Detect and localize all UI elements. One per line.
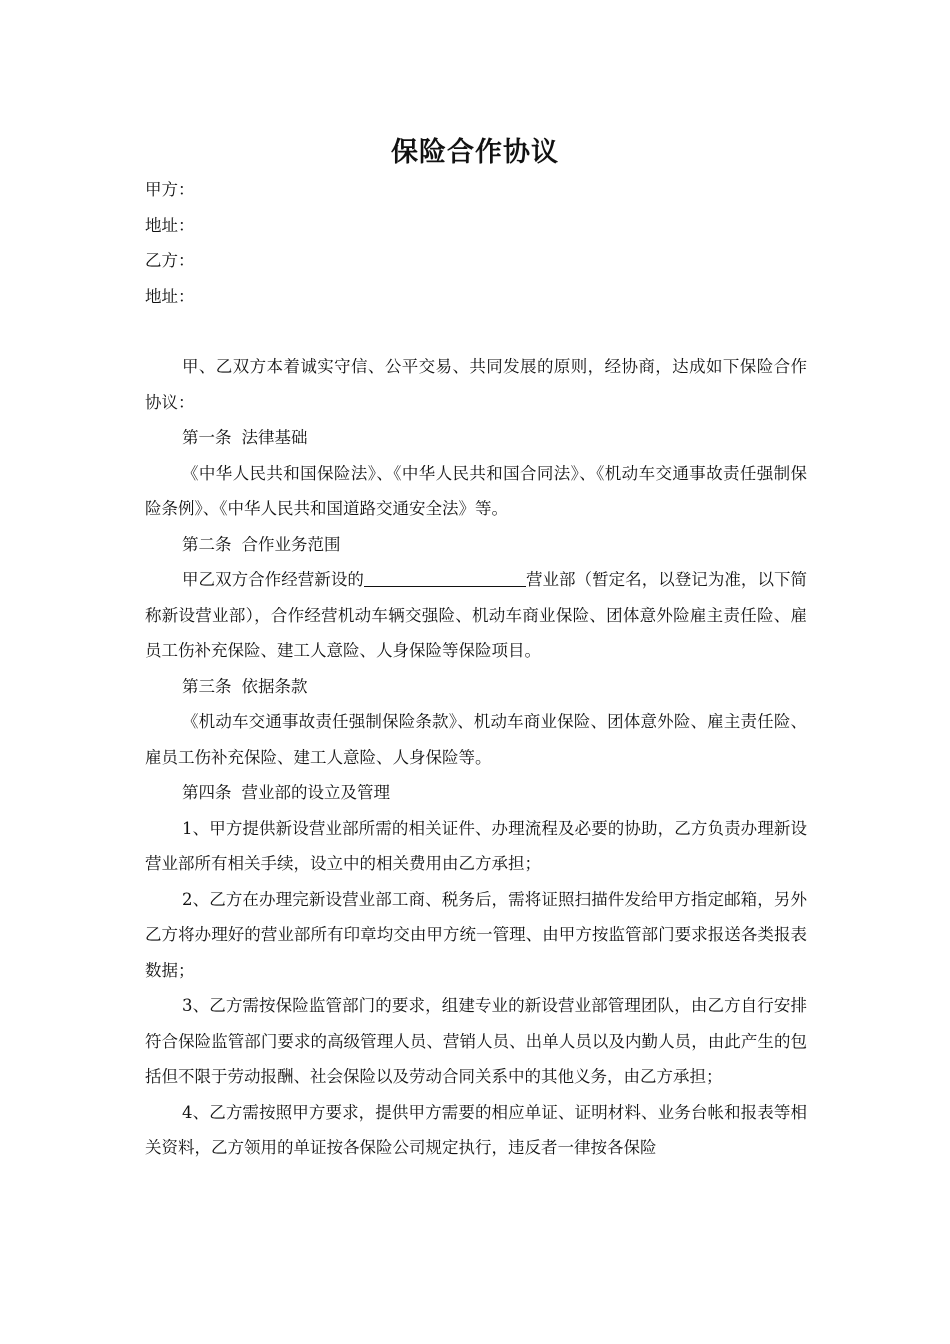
article-4-number: 第四条 bbox=[182, 783, 232, 802]
article-2-heading bbox=[145, 527, 807, 563]
party-a-label: 甲方： bbox=[145, 180, 195, 199]
document-title: 保险合作协议 bbox=[391, 137, 559, 168]
article-3-title: 依据条款 bbox=[241, 676, 308, 696]
article-4-clause-2: 2、乙方在办理完新设营业部工商、税务后，需将证照扫描件发给甲方指定邮箱，另外乙方将办理好的营业部所有印章均交由甲方统一管理、由甲方按监管部门要求报送各类报表数据； bbox=[145, 889, 807, 980]
fill-in-blank-line bbox=[364, 568, 526, 587]
article-1-number: 第一条 bbox=[182, 428, 232, 447]
article-2-title: 合作业务范围 bbox=[241, 534, 341, 554]
article-4-clause-4: 4、乙方需按照甲方要求，提供甲方需要的相应单证、证明材料、业务台帐和报表等相关资料，乙方领用的单证按各保险公司规定执行，违反者一律按各保险 bbox=[145, 1102, 807, 1157]
article-1-paragraph: 《中华人民共和国保险法》、《中华人民共和国合同法》、《机动车交通事故责任强制保险条例》、《中华人民共和国道路交通安全法》等。 bbox=[145, 463, 807, 518]
article-2-text-before-blank: 甲乙双方合作经营新设的 bbox=[182, 570, 364, 589]
party-b-address-label: 地址： bbox=[145, 286, 195, 306]
preamble-paragraph: 甲、乙双方本着诚实守信、公平交易、共同发展的原则，经协商，达成如下保险合作协议： bbox=[145, 357, 807, 412]
party-b-label: 乙方： bbox=[145, 251, 195, 270]
article-4-heading bbox=[145, 775, 807, 811]
article-1-heading bbox=[145, 420, 807, 456]
article-3-paragraph: 《机动车交通事故责任强制保险条款》、机动车商业保险、团体意外险、雇主责任险、雇员工伤补充保险、建工人意险、人身保险等。 bbox=[145, 712, 807, 767]
document-body bbox=[145, 172, 807, 1166]
article-3-number: 第三条 bbox=[182, 676, 232, 696]
party-a-address-label: 地址： bbox=[145, 215, 195, 235]
article-1-title: 法律基础 bbox=[241, 428, 308, 447]
article-4-clause-3: 3、乙方需按保险监管部门的要求，组建专业的新设营业部管理团队，由乙方自行安排符合保险监管部门要求的高级管理人员、营销人员、出单人员以及内勤人员，由此产生的包括但不限于劳动报酬、社会保险以及劳动合同关系中的其他义务，由乙方承担； bbox=[145, 996, 807, 1086]
article-4-clause-1: 1、甲方提供新设营业部所需的相关证件、办理流程及必要的协助，乙方负责办理新设营业部所有相关手续，设立中的相关费用由乙方承担； bbox=[145, 818, 807, 873]
article-2-number: 第二条 bbox=[182, 534, 232, 554]
article-4-title: 营业部的设立及管理 bbox=[241, 783, 390, 802]
article-2-paragraph bbox=[145, 562, 807, 669]
spacer bbox=[145, 314, 807, 349]
article-3-heading bbox=[145, 669, 807, 705]
article-2-text-after-blank: 营业部（暂定名，以登记为准，以下简称新设营业部），合作经营机动车辆交强险、机动车商业保险、团体意外险雇主责任险、雇员工伤补充保险、建工人意险、人身保险等保险项目。 bbox=[145, 570, 808, 660]
